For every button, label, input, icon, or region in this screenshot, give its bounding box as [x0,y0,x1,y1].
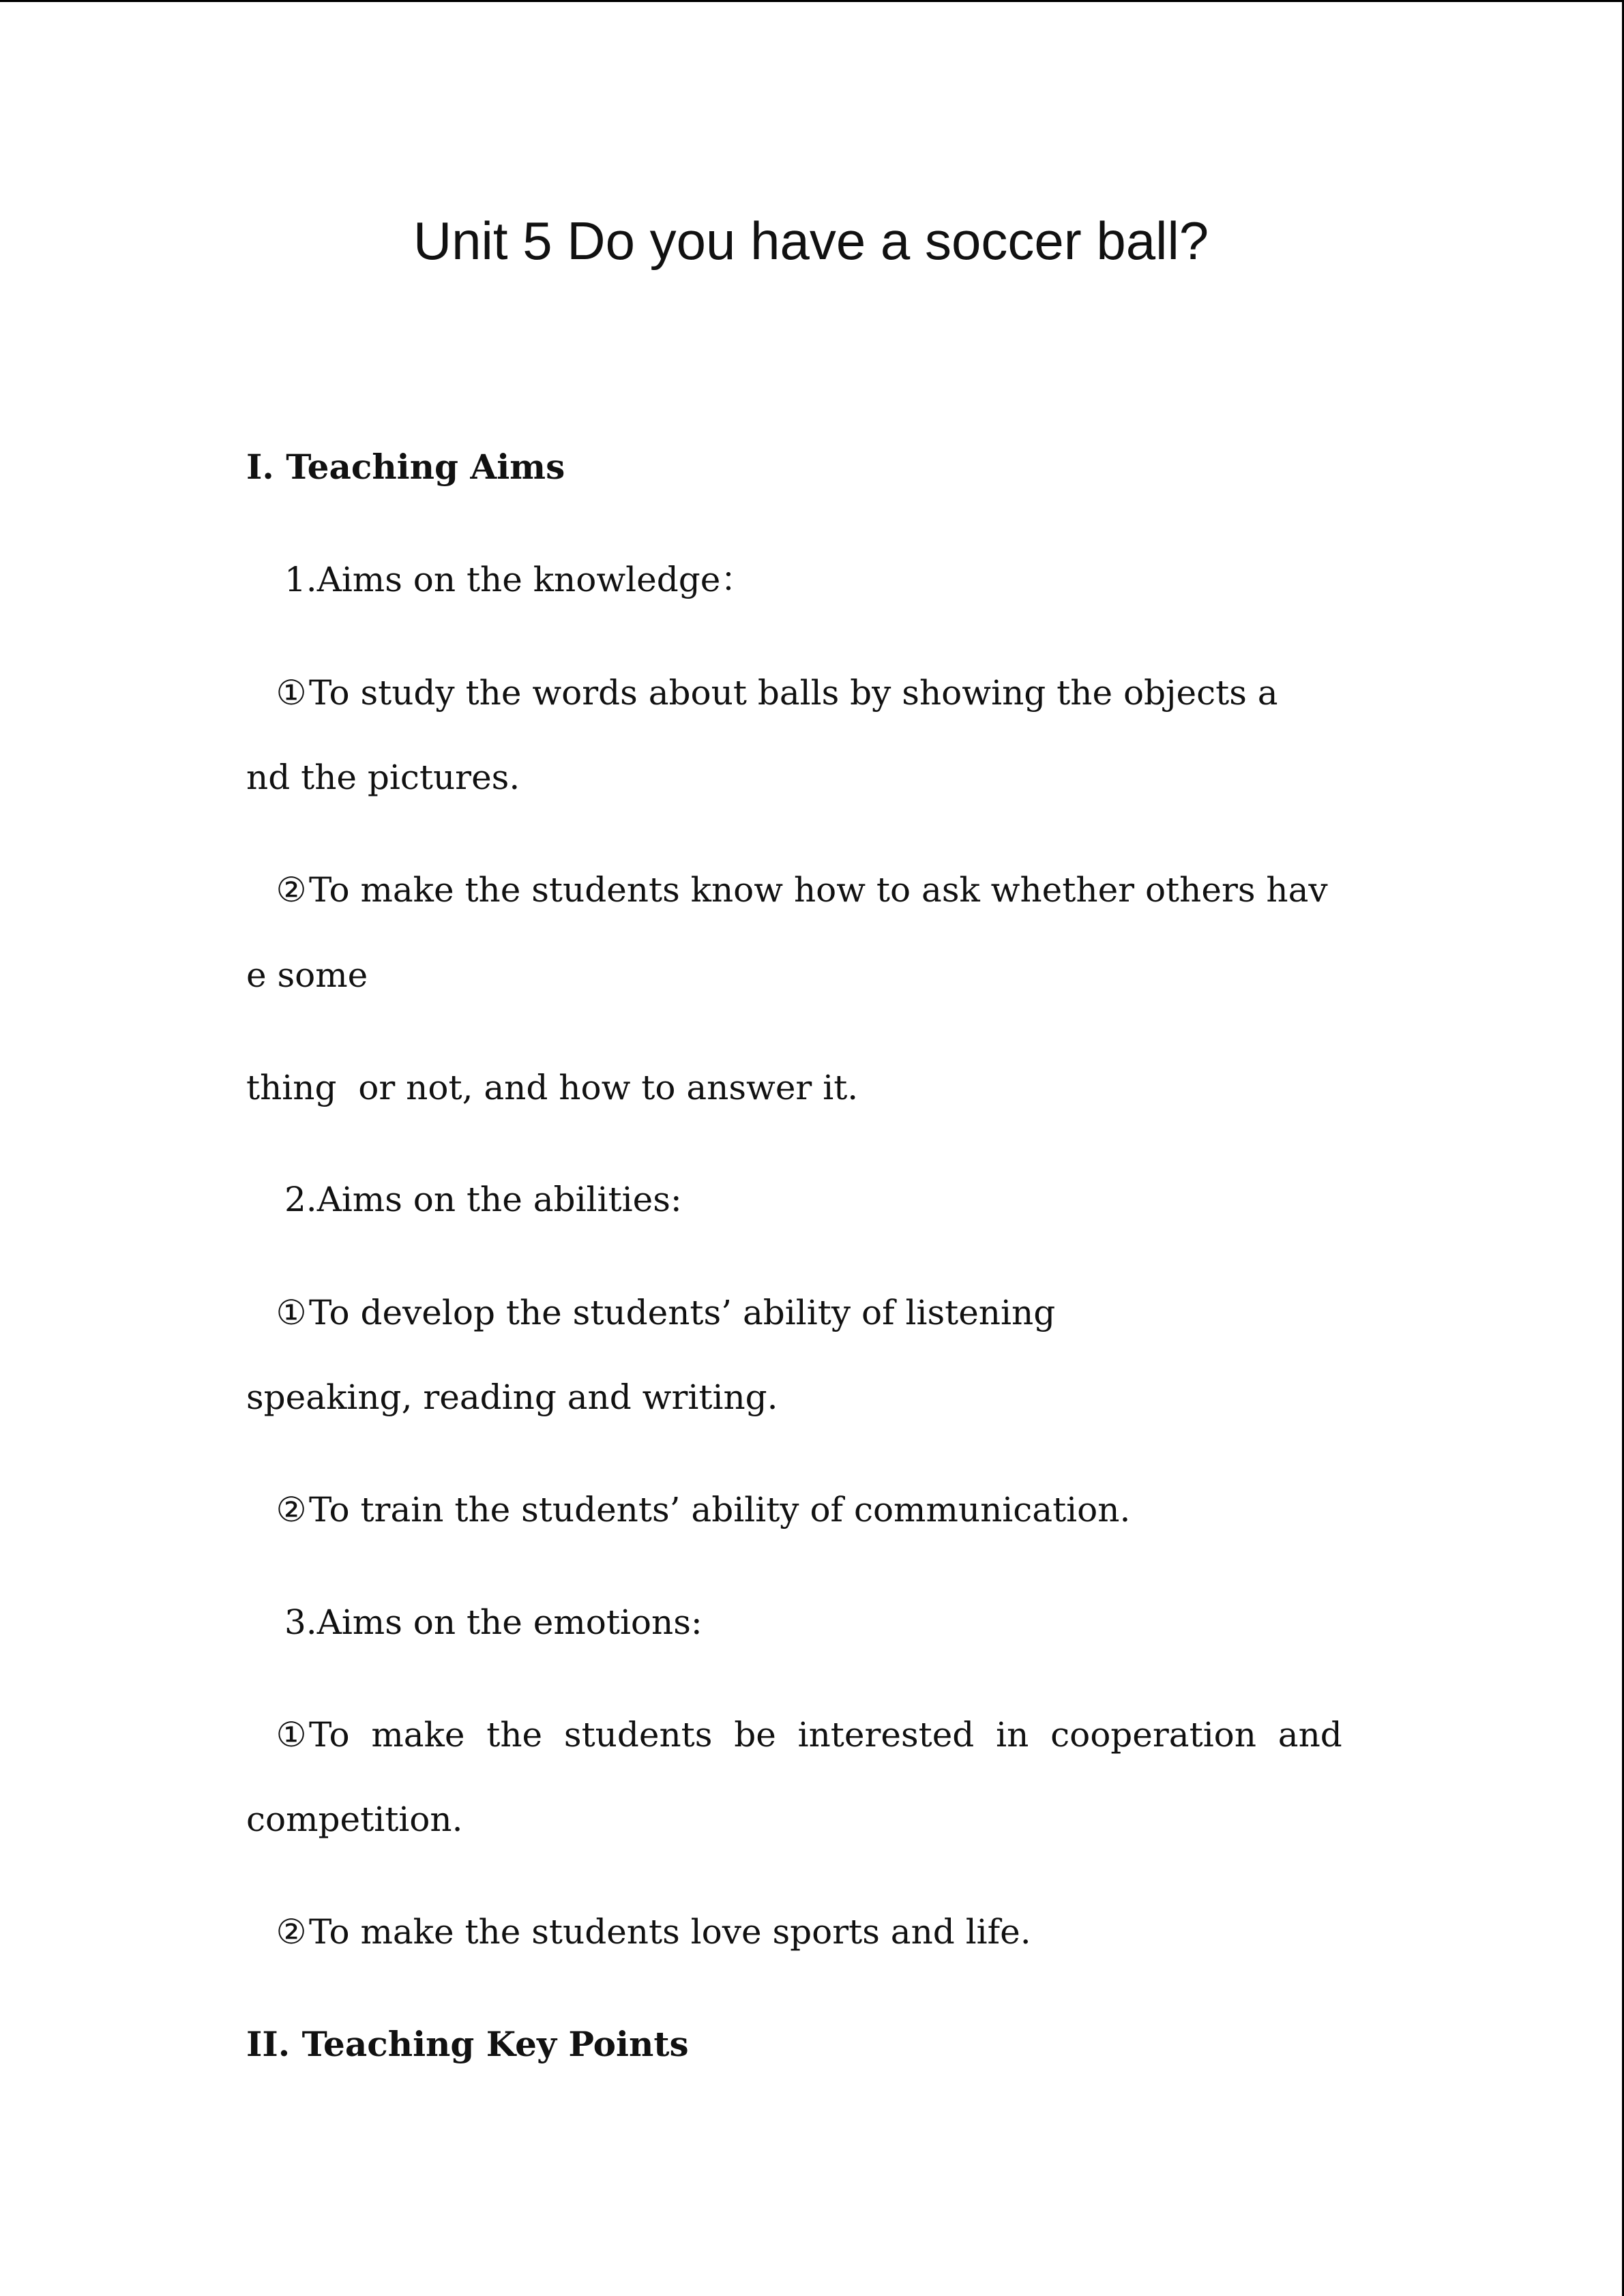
document-title: Unit 5 Do you have a soccer ball? [413,211,1209,271]
knowledge-item-1-line-2: nd the pictures. [246,758,520,797]
abilities-item-1-line-1 [274,1289,1055,1337]
emotions-item-1-text: To make the students be interested in cooperation and [309,1715,1342,1755]
abilities-item-2-line-1 [274,1486,1130,1534]
subheading-aims-knowledge: 1.Aims on the knowledge： [284,560,755,599]
knowledge-item-2-line-2: e some [246,955,368,995]
abilities-item-2-text: To train the students’ ability of communication. [309,1490,1131,1530]
section-heading-teaching-aims: I. Teaching Aims [246,447,565,487]
knowledge-item-1-text: To study the words about balls by showing the objects a [309,673,1278,713]
knowledge-item-1-line-1 [274,669,1278,717]
emotions-item-1-line-1 [274,1711,1342,1759]
abilities-item-1-text: To develop the students’ ability of listening [309,1293,1056,1332]
emotions-item-2-line-1 [274,1908,1031,1956]
section-heading-teaching-key-points: II. Teaching Key Points [246,2024,689,2064]
knowledge-item-2-line-3: thing or not, and how to answer it. [246,1068,859,1107]
circled-number-2: ② [276,1490,307,1530]
circled-number-2: ② [276,1912,307,1952]
emotions-item-1-line-2: competition. [246,1800,463,1839]
knowledge-item-2-text: To make the students know how to ask whether others hav [309,870,1328,910]
emotions-item-2-text: To make the students love sports and life. [309,1912,1031,1952]
circled-number-1: ① [276,673,307,713]
circled-number-1: ① [276,1293,307,1332]
abilities-item-1-line-2: speaking, reading and writing. [246,1377,778,1417]
subheading-aims-emotions: 3.Aims on the emotions: [284,1602,703,1642]
knowledge-item-2-line-1 [274,866,1328,914]
circled-number-1: ① [276,1715,307,1755]
subheading-aims-abilities: 2.Aims on the abilities: [284,1180,682,1219]
circled-number-2: ② [276,870,307,910]
